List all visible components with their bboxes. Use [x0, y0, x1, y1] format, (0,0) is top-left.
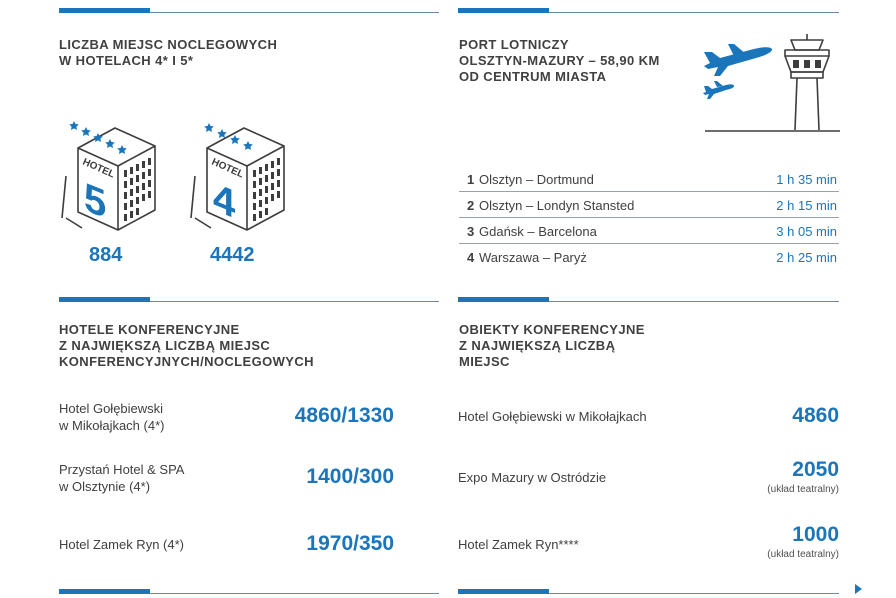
hotel-4-star-count: 4442: [210, 244, 255, 266]
flight-number: 3: [467, 224, 475, 239]
flight-route: Warszawa – Paryż: [479, 250, 587, 265]
conference-hotel-name: Hotel Gołębiewski w Mikołajkach (4*): [59, 401, 165, 433]
control-tower-icon: [705, 32, 840, 134]
flight-row: [459, 219, 839, 244]
flight-row: [459, 193, 839, 218]
flight-route: Olsztyn – Dortmund: [479, 172, 594, 187]
row-divider: [459, 217, 839, 218]
conference-venue-capacity: 4860: [792, 404, 839, 427]
flight-row: [459, 245, 839, 270]
conference-venue-capacity: 2050: [792, 458, 839, 481]
flight-time: 3 h 05 min: [776, 224, 837, 239]
hotel-5-star-count: 884: [89, 244, 123, 266]
airport-section-title: PORT LOTNICZY OLSZTYN-MAZURY – 58,90 KM OD CENTRUM MIASTA: [459, 37, 660, 84]
conference-venue-name: Hotel Gołębiewski w Mikołajkach: [458, 409, 647, 424]
hotels-section-title: LICZBA MIEJSC NOCLEGOWYCH W HOTELACH 4* I 5*: [59, 37, 278, 68]
flight-number: 4: [467, 250, 475, 265]
conference-hotel-capacity: 4860/1330: [294, 404, 394, 427]
conference-venue-name: Hotel Zamek Ryn****: [458, 537, 579, 552]
bottom-rule-left-accent: [59, 589, 150, 594]
conference-venue-capacity: 1000: [792, 523, 839, 546]
hotel-4-stars-number: 4: [213, 173, 236, 228]
conference-hotel-capacity: 1400/300: [306, 465, 394, 488]
conference-hotels-title: HOTELE KONFERENCYJNE Z NAJWIĘKSZĄ LICZBĄ MIEJSC KONFERENCYJNYCH/NOCLEGOWYCH: [59, 322, 314, 369]
top-rule-left-accent: [59, 8, 150, 13]
flight-number: 1: [467, 172, 475, 187]
flight-route: Olsztyn – Londyn Stansted: [479, 198, 635, 213]
flight-route: Gdańsk – Barcelona: [479, 224, 597, 239]
flight-number: 2: [467, 198, 475, 213]
hotel-5-sign: HOTEL: [80, 156, 117, 181]
hotel-5-stars-number: 5: [84, 173, 107, 228]
flight-row: [459, 167, 839, 192]
flight-time: 1 h 35 min: [776, 172, 837, 187]
flight-time: 2 h 25 min: [776, 250, 837, 265]
flight-time: 2 h 15 min: [776, 198, 837, 213]
seating-note: (układ teatralny): [767, 484, 839, 495]
bottom-rule-right-accent: [458, 589, 549, 594]
seating-note: (układ teatralny): [767, 549, 839, 560]
hotel-4-star-icon: [189, 118, 289, 238]
conference-hotel-name: Hotel Zamek Ryn (4*): [59, 537, 184, 552]
conference-venues-title: OBIEKTY KONFERENCYJNE Z NAJWIĘKSZĄ LICZBĄ MIEJSC: [459, 322, 645, 369]
top-rule-right-accent: [458, 8, 549, 13]
conference-hotel-name: Przystań Hotel & SPA w Olsztynie (4*): [59, 462, 185, 494]
middle-rule-left-accent: [59, 297, 150, 302]
next-page-arrow-icon[interactable]: [854, 583, 864, 595]
conference-venue-name: Expo Mazury w Ostródzie: [458, 470, 607, 485]
middle-rule-right-accent: [458, 297, 549, 302]
conference-hotel-capacity: 1970/350: [306, 532, 394, 555]
row-divider: [459, 191, 839, 192]
hotel-4-sign: HOTEL: [209, 156, 246, 181]
hotel-5-star-icon: [60, 118, 160, 238]
row-divider: [459, 243, 839, 244]
